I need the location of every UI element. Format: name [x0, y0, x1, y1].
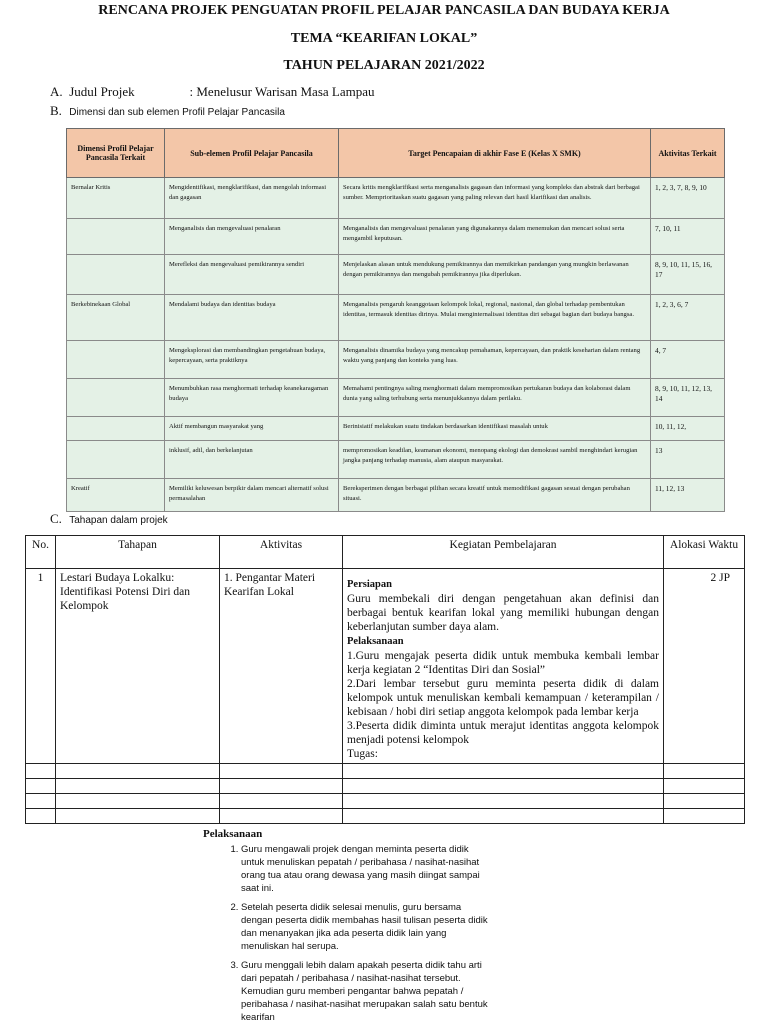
header-tahapan: Tahapan [56, 536, 220, 569]
cell-sub-elemen: inklusif, adil, dan berkelanjutan [165, 441, 339, 479]
cell-dimensi [67, 441, 165, 479]
cell-sub-elemen: Mendalami budaya dan identitas budaya [165, 295, 339, 341]
cell-target: Secara kritis mengklarifikasi serta menganalisis gagasan dan informasi yang kompleks dan abstrak dari berbagai sumber. Memprioritaskan suatu gagasan yang paling relevan dari hasil klarifikasi dan analisis. [339, 178, 651, 219]
cell-aktivitas: 1. Pengantar Materi Kearifan Lokal [220, 569, 343, 764]
tahapan-table [25, 535, 745, 824]
pelaksanaan-title: Pelaksanaan [203, 828, 263, 840]
section-b-label: Dimensi dan sub elemen Profil Pelajar Pancasila [69, 107, 285, 118]
empty-row [26, 809, 745, 824]
persiapan-heading: Persiapan [347, 579, 392, 590]
cell-dimensi [67, 417, 165, 441]
section-a-label: Judul Projek [69, 84, 135, 99]
header-kegiatan: Kegiatan Pembelajaran [343, 536, 664, 569]
empty-row [26, 764, 745, 779]
cell-target: Menjelaskan alasan untuk mendukung pemikirannya dan memikirkan pandangan yang mungkin berlawanan dengan pemikirannya dan mengubah pemikirannya jika diperlukan. [339, 255, 651, 295]
table-row [67, 441, 725, 479]
cell-sub-elemen: Menganalisis dan mengevaluasi penalaran [165, 219, 339, 255]
cell-target: Berinisiatif melakukan suatu tindakan berdasarkan identifikasi masalah untuk [339, 417, 651, 441]
table-row [67, 479, 725, 512]
cell-target: Memahami pentingnya saling menghormati dalam mempromosikan pertukaran budaya dan kolaborasi dalam dunia yang saling terhubung serta menunjukkannya dalam perilaku. [339, 379, 651, 417]
cell-dimensi [67, 341, 165, 379]
cell-dimensi [67, 219, 165, 255]
section-c-marker: C. [50, 511, 62, 526]
cell-kegiatan [343, 569, 664, 764]
cell-aktivitas: 1, 2, 3, 6, 7 [651, 295, 725, 341]
cell-dimensi [67, 379, 165, 417]
header-target: Target Pencapaian di akhir Fase E (Kelas X SMK) [339, 129, 651, 178]
tahapan-table-header [26, 536, 745, 569]
cell-aktivitas: 7, 10, 11 [651, 219, 725, 255]
table-row [67, 295, 725, 341]
dimension-table [66, 128, 725, 512]
cell-aktivitas: 4, 7 [651, 341, 725, 379]
cell-sub-elemen: Menumbuhkan rasa menghormati terhadap keanekaragaman budaya [165, 379, 339, 417]
header-aktivitas: Aktivitas Terkait [651, 129, 725, 178]
cell-aktivitas: 8, 9, 10, 11, 12, 13, 14 [651, 379, 725, 417]
cell-target: Menganalisis dinamika budaya yang mencakup pemahaman, kepercayaan, dan praktik keseharian dalam rentang waktu yang panjang dan konteks yang luas. [339, 341, 651, 379]
section-a [50, 84, 375, 100]
cell-aktivitas: 13 [651, 441, 725, 479]
table-row [26, 569, 745, 764]
doc-title-line2: TEMA “KEARIFAN LOKAL” [290, 31, 478, 46]
cell-dimensi: Berkebinekaan Global [67, 295, 165, 341]
step-2: 2.Dari lembar tersebut guru meminta peserta didik di dalam kelompok untuk menuliskan kembali kemampuan / keterampilan / kebisaan / hobi diri setiap anggota kelompok pada lembar kerja [347, 678, 659, 718]
header-sub-elemen: Sub-elemen Profil Pelajar Pancasila [165, 129, 339, 178]
section-c [50, 511, 168, 527]
header-alokasi: Alokasi Waktu [664, 536, 745, 569]
empty-row [26, 779, 745, 794]
dimension-table-header [67, 129, 725, 178]
cell-aktivitas: 1, 2, 3, 7, 8, 9, 10 [651, 178, 725, 219]
header-dimensi: Dimensi Profil Pelajar Pancasila Terkait [67, 129, 165, 178]
list-item: 2. Setelah peserta didik selesai menulis, guru bersama dengan peserta didik membahas hasil tulisan peserta didik dan menanyakan jika ada peserta didik lain yang menuliskan hal serupa. [241, 901, 493, 953]
cell-aktivitas: 11, 12, 13 [651, 479, 725, 512]
doc-title-line1: RENCANA PROJEK PENGUATAN PROFIL PELAJAR PANCASILA DAN BUDAYA KERJA [98, 3, 670, 18]
cell-dimensi [67, 255, 165, 295]
table-row [67, 379, 725, 417]
header-no: No. [26, 536, 56, 569]
persiapan-text: Guru membekali diri dengan pengetahuan akan definisi dan berbagai bentuk kearifan lokal yang memiliki hubungan dengan keberlanjutan sumber daya alam. [347, 593, 659, 633]
cell-alokasi: 2 JP [664, 569, 745, 764]
list-item: 3. Guru menggali lebih dalam apakah peserta didik tahu arti dari pepatah / peribahasa / nasihat-nasihat tersebut. Kemudian guru memberi pengantar bahwa pepatah / peribahasa / nasihat-nasihat merupakan salah satu bentuk kearifan [241, 959, 493, 1024]
cell-sub-elemen: Mengidentifikasi, mengklarifikasi, dan mengolah informasi dan gagasan [165, 178, 339, 219]
cell-aktivitas: 10, 11, 12, [651, 417, 725, 441]
section-c-label: Tahapan dalam projek [69, 515, 168, 526]
cell-no: 1 [26, 569, 56, 764]
pelaksanaan-list [203, 843, 493, 1024]
table-row [67, 417, 725, 441]
cell-target: Bereksperimen dengan berbagai pilihan secara kreatif untuk memodifikasi gagasan sesuai dengan perubahan situasi. [339, 479, 651, 512]
cell-target: Menganalisis dan mengevaluasi penalaran yang digunakannya dalam menemukan dan mencari solusi serta mengambil keputusan. [339, 219, 651, 255]
step-1: 1.Guru mengajak peserta didik untuk membuka kembali lembar kerja kegiatan 2 “Identitas Diri dan Sosial” [347, 650, 659, 676]
cell-target: Menganalisis pengaruh keanggotaan kelompok lokal, regional, nasional, dan global terhadap pembentukan identitas, termasuk identitas dirinya. Mulai menginternalisasi identitas diri sebagai bagian dari budaya bangsa. [339, 295, 651, 341]
cell-dimensi: Bernalar Kritis [67, 178, 165, 219]
section-b-marker: B. [50, 103, 62, 118]
cell-dimensi: Kreatif [67, 479, 165, 512]
header-aktivitas: Aktivitas [220, 536, 343, 569]
cell-sub-elemen: Memiliki keluwesan berpikir dalam mencari alternatif solusi permasalahan [165, 479, 339, 512]
empty-row [26, 794, 745, 809]
cell-sub-elemen: Mengeksplorasi dan membandingkan pengetahuan budaya, kepercayaan, serta praktiknya [165, 341, 339, 379]
table-row [67, 178, 725, 219]
table-row [67, 255, 725, 295]
cell-aktivitas: 8, 9, 10, 11, 15, 16, 17 [651, 255, 725, 295]
step-3: 3.Peserta didik diminta untuk merajut identitas anggota kelompok menjadi potensi kelompok [347, 720, 659, 746]
cell-sub-elemen: Aktif membangun masyarakat yang [165, 417, 339, 441]
list-item: 1. Guru mengawali projek dengan meminta peserta didik untuk menuliskan pepatah / peribahasa / nasihat-nasihat orang tua atau orang dewasa yang masih diingat sampai saat ini. [241, 843, 493, 895]
section-b [50, 103, 285, 119]
tugas-label: Tugas: [347, 748, 378, 760]
pelaksanaan-section [203, 828, 493, 1030]
pelaksanaan-heading: Pelaksanaan [347, 636, 404, 647]
cell-tahapan: Lestari Budaya Lokalku: Identifikasi Potensi Diri dan Kelompok [56, 569, 220, 764]
cell-sub-elemen: Merefleksi dan mengevaluasi pemikirannya sendiri [165, 255, 339, 295]
table-row [67, 219, 725, 255]
section-a-marker: A. [50, 84, 63, 99]
cell-target: mempromosikan keadilan, keamanan ekonomi, menopang ekologi dan demokrasi sambil menghindari kerugian jangka panjang terhadap manusia, alam ataupun masyarakat. [339, 441, 651, 479]
table-row [67, 341, 725, 379]
doc-title-line3: TAHUN PELAJARAN 2021/2022 [283, 58, 485, 73]
section-a-value: : Menelusur Warisan Masa Lampau [189, 84, 375, 99]
